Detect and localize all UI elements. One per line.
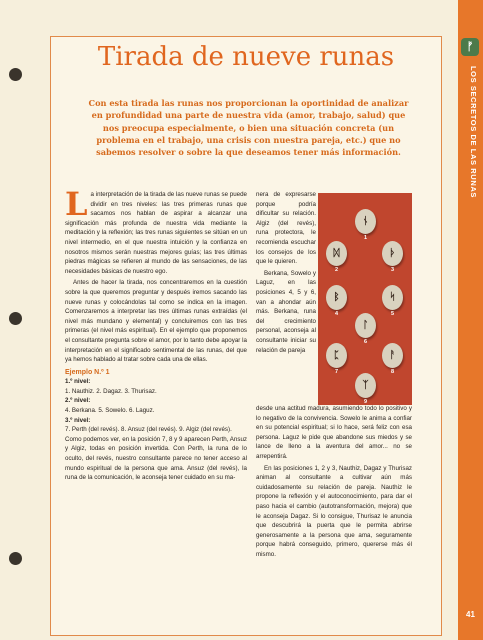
rune-stone: ᛞ [326, 241, 347, 266]
column-left [65, 185, 247, 485]
paragraph: Antes de hacer la tirada, nos concentraremos en la cuestión sobre la que queremos preguntar y después iremos sacando las nueve runas y colocándolas tal como se indica en la imagen. Comenzaremos a interpretar las tres últimas runas extraídas (el nivel más mundano y elemental) y concluiremos con las tres primeras (el nivel más espiritual). En el ejemplo que proponemos el consultante pregunta sobre el amor, por lo tanto debe apoyar la interpretación en el significado sentimental de las runas, del que ya hemos hablado al tratar sobre cada una de ellas. [65, 279, 247, 364]
rune-position-number: 8 [391, 369, 395, 375]
rune-position-number: 9 [364, 399, 368, 405]
punch-hole [9, 68, 22, 81]
level-runes: 1. Nauthiz. 2. Dagaz. 3. Thurisaz. [65, 387, 157, 395]
punch-hole [9, 552, 22, 565]
rune-position-number: 4 [335, 311, 339, 317]
page-number: 41 [466, 610, 475, 619]
paragraph-text: a interpretación de la tirada de las nueve runas se puede dividir en tres niveles: las tres primeras runas que sacamos nos hablan de aspirar a alcanzar una significación más profunda de nuestra vida mediante la meditación y la reflexión; las tres runas siguientes se sitúan en un nivel intermedio, en el que nuestra intuición y la confianza en nosotros mismos serán nuestras mejores guías; las tres últimas piedras mágicas se refieren al mundo de las sensaciones, de las necesidades básicas de nuestro ego. [65, 191, 247, 275]
rune-emblem-icon: ᚠ [461, 38, 479, 56]
rune-position-number: 5 [391, 311, 395, 317]
rune-spread-image [318, 193, 412, 405]
example-heading: Ejemplo N.º 1 [65, 368, 110, 376]
rune-stone: ᚾ [355, 209, 376, 234]
rune-position-number: 7 [335, 369, 339, 375]
rune-stone: ᚨ [382, 343, 403, 368]
rune-stone: ᛒ [326, 285, 347, 310]
page-title: Tirada de nueve runas [97, 42, 395, 72]
level-label: 3.º nivel: [65, 416, 91, 424]
level-runes: 4. Berkana. 5. Sowelo. 6. Laguz. [65, 407, 155, 415]
column-right-top [256, 190, 316, 357]
rune-position-number: 1 [364, 235, 368, 241]
section-label: LOS SECRETOS DE LAS RUNAS [469, 66, 478, 198]
paragraph: En las posiciones 1, 2 y 3, Nauthiz, Dagaz y Thurisaz animan al consultante a cultivar aún más cuidadosamente su relación de pareja. Nauthiz le propone la reflexión y el autoconocimiento, para dar el paso hacia el cambio (autotransformación, mejora) que le aconseja Dagaz. Si lo consigue, Thurisaz le anuncia que descubrirá la puerta que le permita abrirse generosamente a la persona que ama, seguramente porque habrá conseguido, primero, quererse más él mismo. [256, 464, 412, 558]
intro-deck: Con esta tirada las runas nos proporcionan la oportinidad de analizar en profundidad una parte de nuestra vida (amor, trabajo, salud) que nos preocupa especialmente, o bien una situación concreta (un problema en el trabajo, una crisis con nuestra pareja, etc.) que no sabemos resolver o sobre la que deseamos tener más información. [88, 98, 409, 158]
paragraph: Como podemos ver, en la posición 7, 8 y 9 aparecen Perth, Ansuz y Algiz, todas en posición invertida. Con Perth, la runa de lo oculto, del revés, nuestro consultante parece no tener acceso al mundo espiritual de la persona que ama. Ansuz (del revés), la runa de la comunicación, le aconseja tener cuidado en su ma- [65, 435, 247, 482]
rune-position-number: 2 [335, 267, 339, 273]
rune-stone: ᛈ [326, 343, 347, 368]
paragraph [65, 185, 247, 276]
paragraph: nera de expresarse porque podría dificultar su relación. Algiz (del revés), runa protectora, le recomienda escuchar los consejos de los que le quieren. [256, 191, 316, 266]
drop-cap: L [65, 185, 88, 223]
rune-stone: ᛉ [355, 373, 376, 398]
rune-stone: ᚦ [382, 241, 403, 266]
column-right-bottom [256, 404, 412, 562]
paragraph: Berkana, Sowelo y Laguz, en las posiciones 4, 5 y 6, van a ahondar aún más. Berkana, runa del crecimiento personal, aconseja al consultante iniciar su relación de pareja [256, 269, 316, 354]
rune-position-number: 6 [364, 339, 368, 345]
level-label: 2.º nivel: [65, 397, 91, 405]
punch-hole [9, 312, 22, 325]
rune-position-number: 3 [391, 267, 395, 273]
level-runes: 7. Perth (del revés). 8. Ansuz (del revés). 9. Algiz (del revés). [65, 426, 232, 434]
level-label: 1.º nivel: [65, 378, 91, 386]
paragraph: desde una actitud madura, asumiendo todo lo positivo y lo negativo de la convivencia. Sowelo le anima a confiar en su potencial espiritual; si lo hace, será feliz con esa persona. Laguz le pide que abandone sus miedos y se lance de lleno a la aventura del amor... no se arrepentirá. [256, 405, 412, 460]
rune-stone: ᛋ [382, 285, 403, 310]
rune-stone: ᛚ [355, 313, 376, 338]
